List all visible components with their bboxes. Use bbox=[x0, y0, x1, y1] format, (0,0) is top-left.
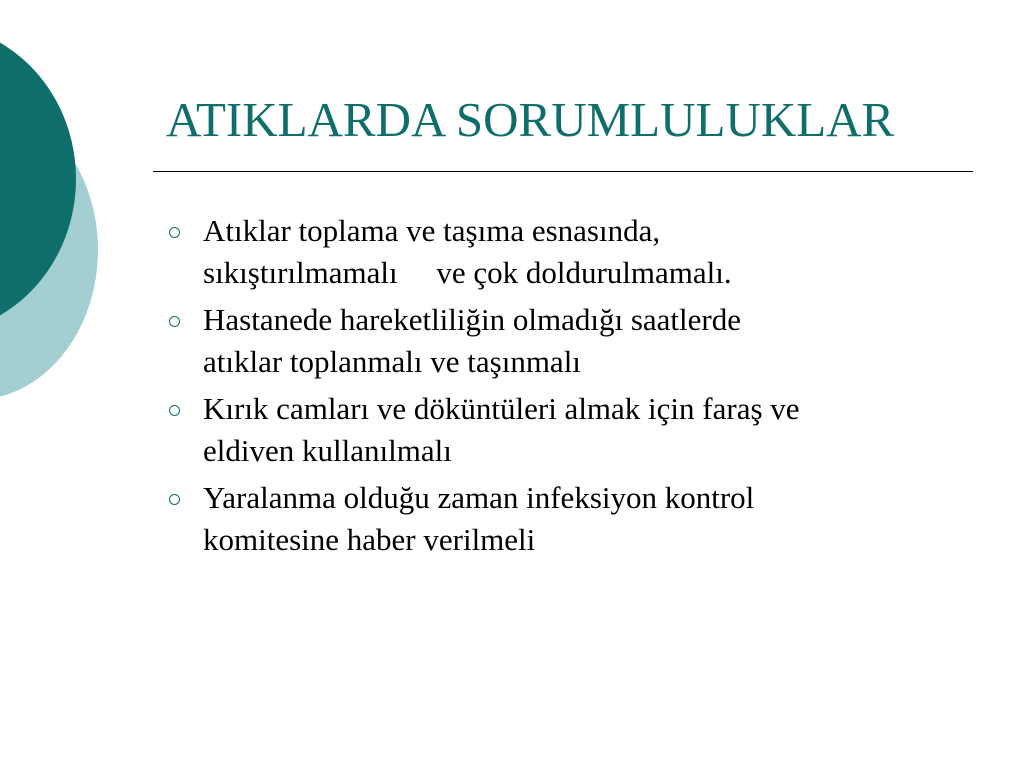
list-item bbox=[163, 388, 983, 472]
hollow-circle-icon bbox=[169, 494, 180, 505]
list-item bbox=[163, 299, 983, 383]
bullet-list bbox=[163, 210, 983, 566]
bullet-text-line: Atıklar toplama ve taşıma esnasında, bbox=[203, 213, 661, 248]
bullet-text-line: komitesine haber verilmeli bbox=[203, 522, 536, 557]
list-item bbox=[163, 477, 983, 561]
bullet-text-line: sıkıştırılmamalı ve çok doldurulmamalı. bbox=[203, 255, 732, 290]
bullet-text-line: atıklar toplanmalı ve taşınmalı bbox=[203, 344, 581, 379]
bullet-text-line: Yaralanma olduğu zaman infeksiyon kontrol bbox=[203, 480, 755, 515]
hollow-circle-icon bbox=[169, 316, 180, 327]
hollow-circle-icon bbox=[169, 405, 180, 416]
hollow-circle-icon bbox=[169, 227, 180, 238]
title-divider bbox=[153, 171, 973, 172]
bullet-text-line: Hastanede hareketliliğin olmadığı saatlerde bbox=[203, 302, 741, 337]
bullet-text-line: eldiven kullanılmalı bbox=[203, 433, 452, 468]
slide-title: ATIKLARDA SORUMLULUKLAR bbox=[166, 92, 895, 147]
bullet-text-line: Kırık camları ve döküntüleri almak için faraş ve bbox=[203, 391, 800, 426]
list-item bbox=[163, 210, 983, 294]
